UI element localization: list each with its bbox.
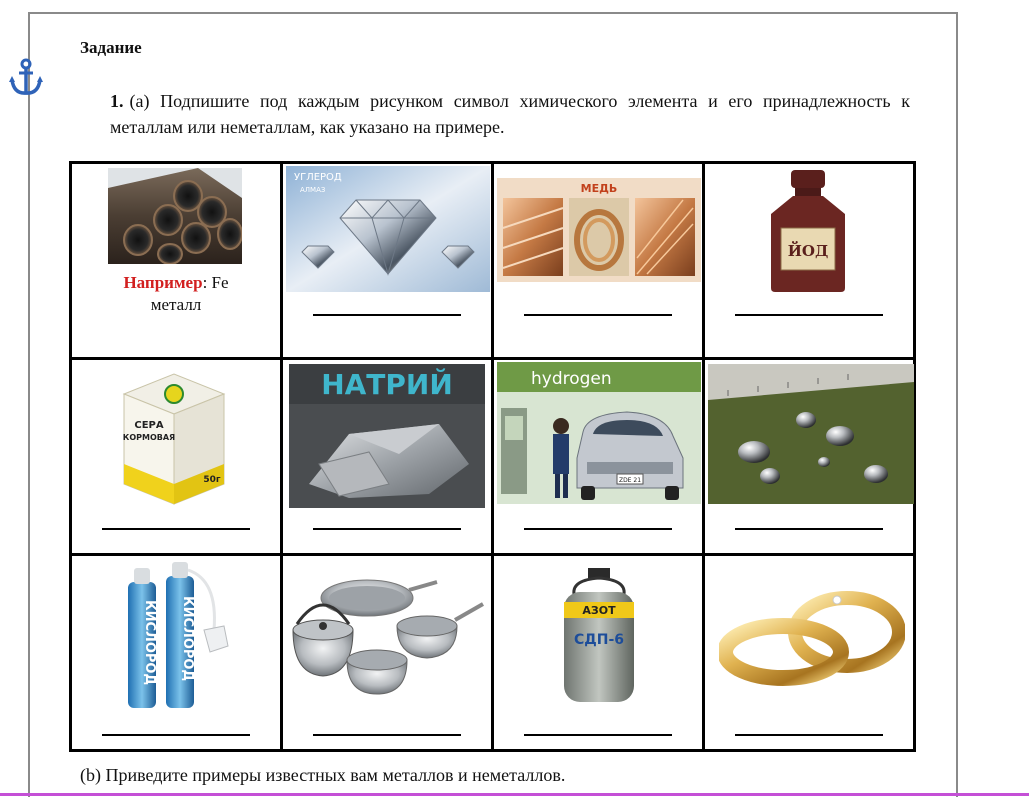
oxygen-label-can1: КИСЛОРОД <box>142 600 157 686</box>
answer-line[interactable] <box>313 734 461 736</box>
answer-line[interactable] <box>524 528 672 530</box>
carbon-caption: УГЛЕРОД <box>294 172 342 183</box>
example-caption <box>72 272 280 316</box>
answer-line[interactable] <box>102 528 250 530</box>
cell-hydrogen <box>493 359 704 555</box>
cell-gold <box>704 555 915 751</box>
example-symbol: Fe <box>211 273 229 292</box>
cell-aluminum <box>282 555 493 751</box>
example-separator: : <box>202 273 212 292</box>
copper-caption: МЕДЬ <box>580 182 618 195</box>
aluminum-cookware-image <box>287 576 487 696</box>
hydrogen-car-image <box>497 362 701 504</box>
cell-sodium <box>282 359 493 555</box>
answer-line[interactable] <box>524 734 672 736</box>
cell-sulfur <box>71 359 282 555</box>
answer-line[interactable] <box>313 314 461 316</box>
cell-oxygen <box>71 555 282 751</box>
cell-carbon <box>282 163 493 359</box>
cell-iodine <box>704 163 915 359</box>
copper-image <box>497 178 701 282</box>
element-image-grid <box>69 161 916 752</box>
oxygen-cans-image <box>118 560 238 712</box>
sodium-image <box>289 364 485 508</box>
task-number: 1. <box>110 91 124 111</box>
gold-rings-image <box>719 586 905 686</box>
answer-line[interactable] <box>735 734 883 736</box>
nitrogen-dewar-image <box>554 568 644 708</box>
oxygen-label-can2: КИСЛОРОД <box>180 596 195 682</box>
page-divider <box>0 793 1029 796</box>
iodine-label: ЙОД <box>787 242 829 260</box>
answer-line[interactable] <box>102 734 250 736</box>
sulfur-box-image <box>114 364 234 506</box>
task-b-text: (b) Приведите примеры известных вам металлов и неметаллов. <box>80 765 566 785</box>
cell-iron <box>71 163 282 359</box>
sodium-caption: НАТРИЙ <box>321 368 453 401</box>
task-a-text: (а) Подпишите под каждым рисунком символ химического элемента и его принадлежность к металлам или неметаллам, как указано на примере. <box>110 91 910 137</box>
answer-line[interactable] <box>524 314 672 316</box>
diamond-image <box>286 166 490 292</box>
task-a-paragraph <box>110 88 910 140</box>
cell-nitrogen <box>493 555 704 751</box>
cell-mercury <box>704 359 915 555</box>
mercury-drops-image <box>708 364 914 504</box>
sulfur-label-line1: СЕРА <box>134 420 164 431</box>
answer-line[interactable] <box>313 528 461 530</box>
sulfur-label-line2: КОРМОВАЯ <box>122 433 176 442</box>
car-plate: ZDE 21 <box>618 477 642 484</box>
section-title: Задание <box>80 38 142 57</box>
nitrogen-label: АЗОТ <box>582 604 616 617</box>
iron-pipes-image <box>108 168 242 264</box>
hydrogen-caption: hydrogen <box>531 369 612 389</box>
answer-line[interactable] <box>735 314 883 316</box>
nitrogen-model: СДП-6 <box>573 632 625 648</box>
anchor-icon[interactable] <box>8 58 44 98</box>
sulfur-weight: 50г <box>203 475 221 485</box>
carbon-subcaption: АЛМАЗ <box>300 186 326 194</box>
cell-copper <box>493 163 704 359</box>
answer-line[interactable] <box>735 528 883 530</box>
iodine-bottle-image <box>763 170 853 294</box>
example-type: металл <box>150 295 202 314</box>
example-label: Например <box>123 273 203 292</box>
